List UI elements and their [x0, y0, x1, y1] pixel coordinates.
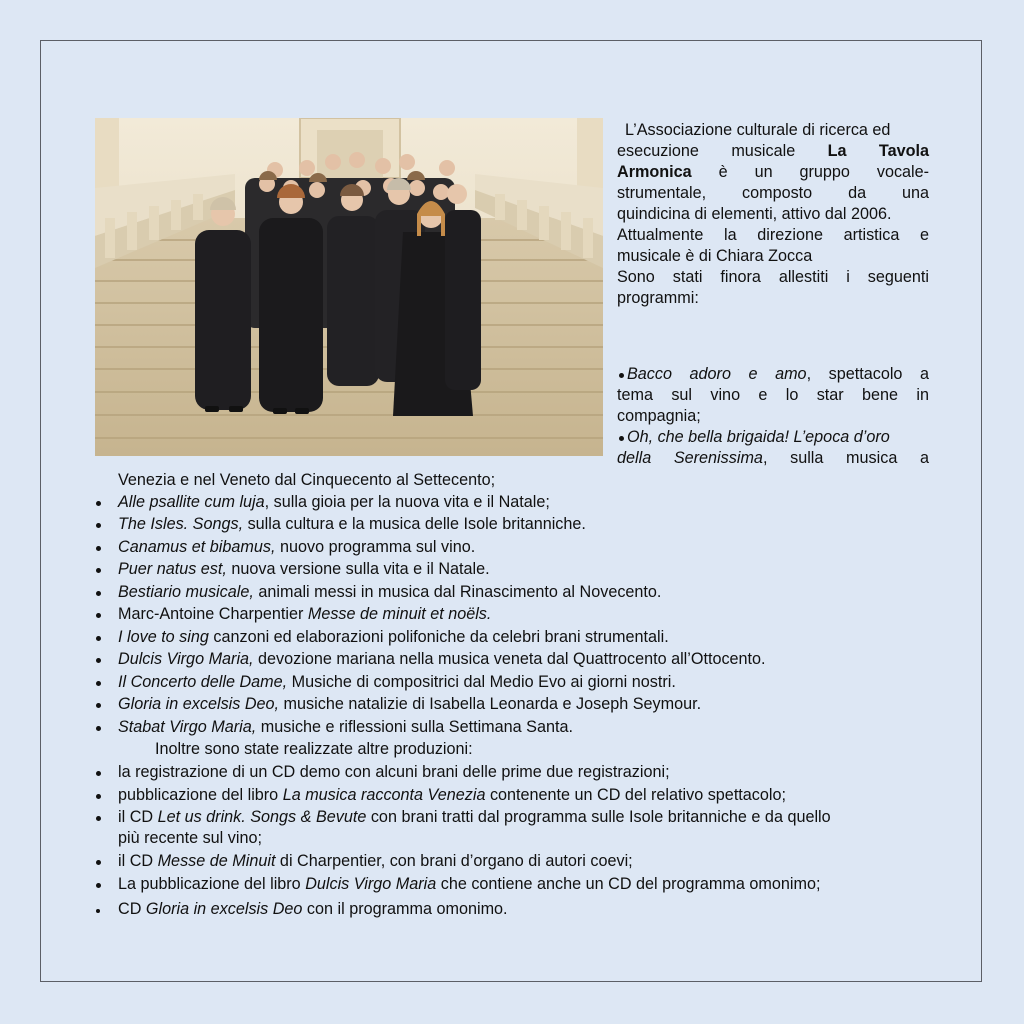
bullet-icon: [96, 613, 101, 618]
bullet-icon: [96, 816, 101, 821]
side-item-1-line-3: compagnia;: [617, 407, 701, 425]
bullet-icon: [96, 703, 101, 708]
bullet-icon: [96, 591, 101, 596]
programme-item: Il Concerto delle Dame, Musiche di compositrici dal Medio Evo ai giorni nostri.: [118, 673, 676, 691]
bullet-icon: [96, 681, 101, 686]
bullet-icon: [96, 883, 101, 888]
bullet-icon: [619, 373, 624, 378]
production-item: il CD Let us drink. Songs & Bevute con brani tratti dal programma sulle Isole britanniche e da quello: [118, 808, 831, 826]
bullet-icon: [96, 546, 101, 551]
programme-item: Gloria in excelsis Deo, musiche natalizie di Isabella Leonarda e Joseph Seymour.: [118, 695, 702, 713]
productions-intro: Inoltre sono state realizzate altre produzioni:: [155, 740, 473, 758]
side-item-2-line-1: Oh, che bella brigaida! L’epoca d’oro: [627, 428, 890, 446]
choir-photo-illustration: [95, 118, 603, 456]
production-item: CD Gloria in excelsis Deo con il programma omonimo.: [118, 900, 508, 918]
intro-line-7: musicale è di Chiara Zocca: [617, 247, 813, 265]
intro-line-2: esecuzione musicale La Tavola: [617, 142, 930, 160]
side-item-2-line-2: della Serenissima, sulla musica a: [617, 449, 929, 467]
programme-item: I love to sing canzoni ed elaborazioni polifoniche da celebri brani strumentali.: [118, 628, 669, 646]
programme-item: Bestiario musicale, animali messi in musica dal Rinascimento al Novecento.: [118, 583, 662, 601]
org-name: La Tavola: [827, 142, 930, 160]
programme-item: Puer natus est, nuova versione sulla vita e il Natale.: [118, 560, 490, 578]
bullet-icon: [96, 568, 101, 573]
programme-item: Dulcis Virgo Maria, devozione mariana nella musica veneta dal Quattrocento all’Ottocento.: [118, 650, 766, 668]
choir-photo: [95, 118, 603, 456]
intro-line-3: Armonica è un gruppo vocale-: [617, 163, 930, 181]
bullet-icon: [96, 501, 101, 506]
production-item-cont: più recente sul vino;: [118, 829, 262, 847]
bullet-icon: [96, 794, 101, 799]
org-name-cont: Armonica: [617, 163, 692, 181]
production-item: La pubblicazione del libro Dulcis Virgo Maria che contiene anche un CD del programma omonimo;: [118, 875, 821, 893]
bullet-icon: [619, 436, 624, 441]
programme-item: Alle psallite cum luja, sulla gioia per la nuova vita e il Natale;: [118, 493, 550, 511]
bullet-icon: [96, 726, 101, 731]
programme-item: The Isles. Songs, sulla cultura e la musica delle Isole britanniche.: [118, 515, 586, 533]
continuation-line: Venezia e nel Veneto dal Cinquecento al Settecento;: [118, 471, 496, 489]
programme-item: Stabat Virgo Maria, musiche e riflessioni sulla Settimana Santa.: [118, 718, 573, 736]
programme-item: Canamus et bibamus, nuovo programma sul vino.: [118, 538, 476, 556]
production-item: il CD Messe de Minuit di Charpentier, con brani d’organo di autori coevi;: [118, 852, 633, 870]
intro-line-1: L’Associazione culturale di ricerca ed: [625, 121, 891, 139]
production-item: la registrazione di un CD demo con alcuni brani delle prime due registrazioni;: [118, 763, 670, 781]
programme-item: Marc-Antoine Charpentier Messe de minuit et noëls.: [118, 605, 492, 623]
bullet-icon: [96, 523, 101, 528]
intro-line-4: strumentale, composto da una: [617, 184, 930, 202]
bullet-icon: [96, 860, 101, 865]
production-item: pubblicazione del libro La musica racconta Venezia contenente un CD del relativo spettacolo;: [118, 786, 787, 804]
intro-line-8: Sono stati finora allestiti i seguenti: [617, 268, 929, 286]
bullet-icon: [96, 771, 101, 776]
intro-line-6: Attualmente la direzione artistica e: [617, 226, 929, 244]
bullet-icon: [96, 658, 101, 663]
bullet-icon: [96, 636, 101, 641]
intro-line-9: programmi:: [617, 289, 699, 307]
bullet-icon: [96, 909, 100, 913]
side-item-1-line-2: tema sul vino e lo star bene in: [617, 386, 929, 404]
intro-line-5: quindicina di elementi, attivo dal 2006.: [617, 205, 892, 223]
side-item-1-line-1: Bacco adoro e amo, spettacolo a: [627, 365, 929, 383]
